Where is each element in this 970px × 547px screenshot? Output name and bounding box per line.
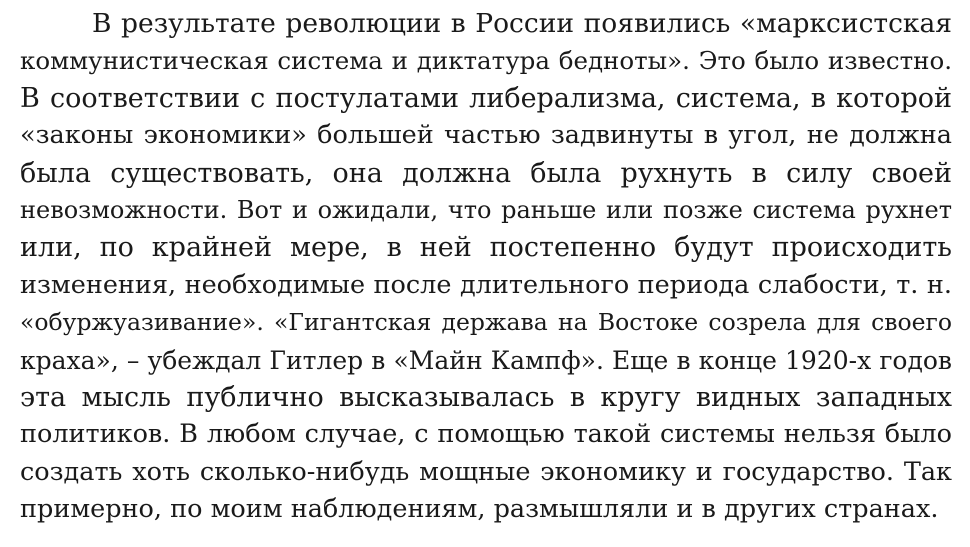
paragraph-line-5: была существовать, она должна была рухнуть в силу своей bbox=[20, 157, 952, 189]
paragraph bbox=[20, 5, 952, 528]
paragraph-line-11: эта мысль публично высказывалась в кругу видных западных bbox=[20, 381, 952, 413]
paragraph-line-2: коммунистическая система и диктатура бедноты». Это было известно. bbox=[20, 46, 952, 76]
paragraph-line-13: создать хоть сколько-нибудь мощные экономику и государство. Так bbox=[20, 456, 952, 487]
paragraph-line-1: В результате революции в России появились «марксистская bbox=[92, 8, 952, 39]
paragraph-line-3: В соответствии с постулатами либерализма, система, в которой bbox=[20, 82, 952, 114]
paragraph-line-4: «законы экономики» большей частью задвинуты в угол, не должна bbox=[20, 120, 952, 151]
paragraph-line-7: или, по крайней мере, в ней постепенно будут происходить bbox=[20, 232, 952, 264]
paragraph-line-6: невозможности. Вот и ожидали, что раньше или позже система рухнет bbox=[20, 195, 952, 224]
paragraph-line-12: политиков. В любом случае, с помощью такой системы нельзя было bbox=[20, 419, 952, 450]
paragraph-line-8: изменения, необходимые после длительного периода слабости, т. н. bbox=[20, 269, 952, 300]
paragraph-line-9: «обуржуазивание». «Гигантская держава на Востоке созрела для своего bbox=[20, 308, 952, 337]
paragraph-line-10: краха», – убеждал Гитлер в «Майн Кампф». Еще в конце 1920-х годов bbox=[20, 345, 952, 375]
paragraph-line-14: примерно, по моим наблюдениям, размышляли и в других странах. bbox=[20, 494, 939, 525]
